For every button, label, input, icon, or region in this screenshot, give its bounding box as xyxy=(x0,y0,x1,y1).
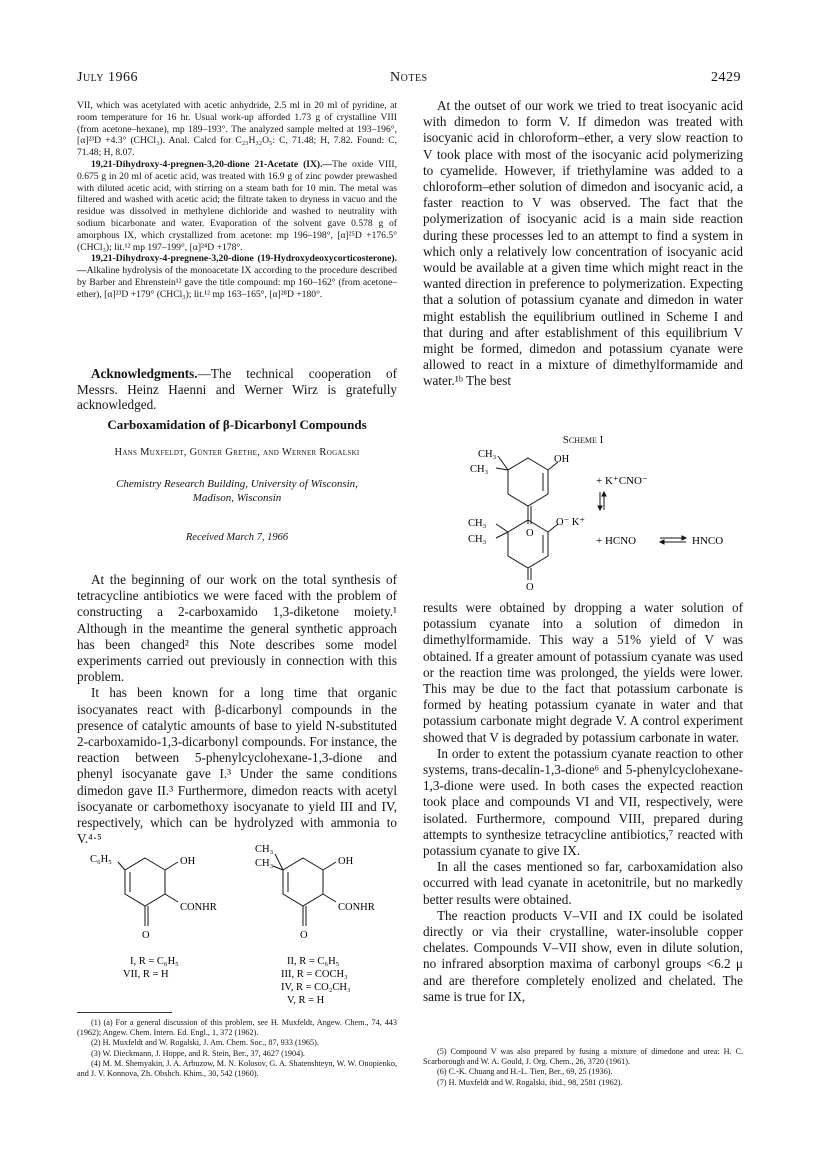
header-section: Notes xyxy=(390,70,428,85)
enolate-ring xyxy=(496,520,558,580)
footnotes-left xyxy=(77,1018,397,1079)
compound-label-iii: III, R = COCH₃ xyxy=(281,969,348,980)
ring-bonds xyxy=(118,858,178,926)
equilibrium-arrows-vertical xyxy=(598,492,606,510)
results-para-4: The reaction products V–VII and IX could be isolated directly or via their crystalline, water-insoluble copper chelates. Compounds V–VII show, even in dilute solution, no infrared absorption maxima of carbonyl groups <6.2 μ and are therefore completely enolized and chelated. The same is true for IX, xyxy=(423,907,743,1004)
methyl-label-2: CH₃ xyxy=(255,858,274,869)
compound-ix-text: The oxide VIII, 0.675 g in 20 ml of acetic acid, was treated with 16.9 g of zinc powder prewashed with diluted acetic acid, with stirring on a steam bath for 10 min. The metal was filtered and washed with acetic acid; the filtrate taken to dryness in vacuo and the residue was dissolved in methylene dichloride and washed to neutrality with sodium bicarbonate and water. Evaporation of the solvent gave 0.578 g of amorphous IX, which crystallized from acetone: mp 196–198°, [α]²⁵D +176.5° (CHCl₃); lit.¹² mp 197–199°, [α]²⁴D +178°. xyxy=(77,158,398,253)
right-column-results xyxy=(423,600,743,1005)
acknowledgments xyxy=(77,366,397,413)
compound-label-ii: II, R = C₆H₅ xyxy=(287,956,340,967)
footnote-7: (7) H. Muxfeldt and W. Rogalski, ibid., 98, 2581 (1962). xyxy=(437,1077,623,1087)
structure-i-vii xyxy=(90,840,240,990)
bottom-methyl-1: CH₃ xyxy=(468,518,487,529)
affiliation xyxy=(77,477,397,505)
footnote-6: (6) C.-K. Chuang and H.-L. Tien, Ber., 69, 25 (1936). xyxy=(437,1067,613,1077)
isocyanic-acid: + HCNO xyxy=(596,535,637,547)
article-title: Carboxamidation of β-Dicarbonyl Compounds xyxy=(107,417,367,432)
footnote-5: (5) Compound V was also prepared by fusing a mixture of dimedone and urea: H. C. Scarborough and W. A. Gould, J. Org. Chem., 26, 3720 (1961). xyxy=(423,1047,743,1067)
hnco-label: HNCO xyxy=(692,535,724,547)
affiliation-line-1: Chemistry Research Building, University of Wisconsin, xyxy=(116,478,358,490)
top-hydroxyl: OH xyxy=(554,454,570,465)
equilibrium-arrows-horizontal xyxy=(660,536,686,544)
footnotes-right xyxy=(423,1047,743,1088)
bottom-carbonyl-o: O xyxy=(526,582,534,592)
footnote-1: (1) (a) For a general discussion of this problem, see H. Muxfeldt, Angew. Chem., 74, 443 (1962); Angew. Chem. Intern. Ed. Engl., 1, 372 (1962). xyxy=(77,1018,397,1038)
ring-bonds xyxy=(273,854,336,926)
methyl-label-1: CH₃ xyxy=(255,844,274,855)
compound-label-v: V, R = H xyxy=(287,995,325,1006)
carbonyl-o-label: O xyxy=(300,930,308,941)
experimental-para-1: VII, which was acetylated with acetic anhydride, 2.5 ml in 20 ml of pyridine, at room temperature for 16 hr. Usual work-up afforded 1.73 g of crystalline VIII (from acetone–hexane), mp 189–193°. The analyzed sample melted at 193–196°, [α]²³D +4.3° (CHCl₃). Anal. Calcd for C₂₃H₃₂O₅: C, 71.48; H, 7.82. Found: C, 71.48; H, 8.07. xyxy=(77,100,397,159)
compound-heading-ix: 19,21-Dihydroxy-4-pregnen-3,20-dione 21-Acetate (IX).— xyxy=(91,158,333,170)
ack-text: —The technical cooperation of Messrs. Heinz Haenni and Werner Wirz is gratefully acknowledged. xyxy=(77,366,397,412)
hydroxyl-label: OH xyxy=(180,856,196,867)
top-carbonyl-o: O xyxy=(526,528,534,539)
intro-para-1: At the beginning of our work on the total synthesis of tetracycline antibiotics we were faced with the problem of constructing a 2-carboxamido 1,3-diketone moiety.¹ Although in the meantime the general synthetic approach has been changed² this Note describes some model experiments carried out previously in connection with this problem. xyxy=(77,572,397,685)
compound-label-iv: IV, R = CO₂CH₃ xyxy=(281,982,351,993)
hydroxyl-label: OH xyxy=(338,856,354,867)
experimental-para-2 xyxy=(77,159,397,253)
compound-heading-doc: 19,21-Dihydroxy-4-pregnene-3,20-dione (19-Hydroxydeoxycorticosterone).— xyxy=(77,253,397,277)
footnote-3: (3) W. Dieckmann, J. Hoppe, and R. Stein, Ber., 37, 4627 (1904). xyxy=(91,1048,305,1058)
right-column-intro xyxy=(423,98,743,390)
header-date: July 1966 xyxy=(77,70,138,85)
scheme-title: Scheme I xyxy=(562,434,604,446)
footnote-rule xyxy=(77,1012,172,1013)
carboxamide-label: CONHR xyxy=(180,902,217,913)
carboxamide-label: CONHR xyxy=(338,902,375,913)
ack-heading: Acknowledgments. xyxy=(91,366,198,381)
article-authors: Hans Muxfeldt, Günter Grethe, and Werner Rogalski xyxy=(114,447,360,458)
compound-label-i: I, R = C₆H₅ xyxy=(130,956,179,967)
affiliation-line-2: Madison, Wisconsin xyxy=(192,492,282,504)
results-para-2: In order to extent the potassium cyanate reaction to other systems, trans-decalin-1,3-dione⁶ and 5-phenylcyclohexane-1,3-dione were used. In both cases the expected reaction took place and compounds VI and VII, respectively, were isolated. Furthermore, compound VIII, prepared during attempts to synthesize tetracycline antibiotics,⁷ reacted with potassium cyanate to give IX. xyxy=(423,745,743,859)
header-page-number: 2429 xyxy=(711,70,741,85)
structure-ii-v xyxy=(245,840,395,1020)
experimental-text xyxy=(77,100,397,301)
substituent-phenyl: C₆H₅ xyxy=(90,854,112,865)
enolate-potassium: O⁻ K⁺ xyxy=(556,517,585,528)
intro-para-2: It has been known for a long time that organic isocyanates react with β-dicarbonyl compounds in the presence of catalytic amounts of base to yield N-substituted 2-carboxamido-1,3-dicarbonyl compounds. For instance, the reaction between 5-phenylcyclohexane-1,3-dione and phenyl isocyanate gave I.³ Under the same conditions dimedon gave II.³ Furthermore, dimedon reacts with acetyl isocyanate or carbomethoxy isocyanate to yield III and IV, respectively, which can be hydrolyzed with ammonia to V.⁴·⁵ xyxy=(77,685,397,847)
right-para-1: At the outset of our work we tried to treat isocyanic acid with dimedon to form V. If dimedon was treated with isocyanic acid in chloroform–ether, a very slow reaction to V took place with most of the isocyanic acid polymerizing to cyamelide. However, if triethylamine was added to a chloroform–ether solution of dimedon and isocyanic acid, a faster reaction to V was observed. The fact that the polymerization of isocyanic acid is a main side reaction during these processes led to an attempt to find a system in which only a relatively low concentration of isocyanic acid would be available at a given time which might react in the wanted direction in preference to polymerization. Expecting that a solution of potassium cyanate and dimedon in water might establish the equilibrium outlined in Scheme I and that during and after establishment of this equilibrium V might be formed, dimedon and potassium cyanate were allowed to react in a mixture of dimethylformamide and water.¹ᵇ The best xyxy=(423,98,743,389)
compound-doc-text: Alkaline hydrolysis of the monoacetate IX according to the procedure described by Barber and Ehrenstein¹² gave the title compound: mp 160–162° (from acetone–ether), [α]²³D +179° (CHCl₃); lit.¹² mp 163–165°, [α]²⁸D +180°. xyxy=(77,265,397,300)
article-intro xyxy=(77,572,397,847)
scheme-i-enolate xyxy=(450,512,740,592)
bottom-methyl-2: CH₃ xyxy=(468,534,487,545)
top-methyl-2: CH₃ xyxy=(470,464,489,475)
carbonyl-o-label: O xyxy=(142,930,150,941)
compound-label-vii: VII, R = H xyxy=(123,969,169,980)
footnote-2: (2) H. Muxfeldt and W. Rogalski, J. Am. Chem. Soc., 87, 933 (1965). xyxy=(91,1038,319,1048)
top-methyl-1: CH₃ xyxy=(478,449,497,460)
potassium-cyanate: + K⁺CNO⁻ xyxy=(596,475,648,487)
footnote-4: (4) M. M. Shemyakin, J. A. Arbuzow, M. N. Kolosov, G. A. Shatenshteyn, W. W. Onopienko, and J. V. Konnova, Zh. Obshch. Khim., 30, 542 (1960). xyxy=(77,1058,397,1079)
results-para-3: In all the cases mentioned so far, carboxamidation also occurred with lead cyanate in acetonitrile, but no markedly better results were obtained. xyxy=(423,859,743,907)
experimental-para-3 xyxy=(77,253,397,300)
results-para-1: results were obtained by dropping a water solution of potassium cyanate into a solution of dimedon in dimethylformamide. This way a 51% yield of V was obtained. If a greater amount of potassium cyanate was used or the reaction time was prolonged, the yields were lower. This may be due to the fact that potassium carbonate is formed by heating potassium cyanate in water and that potassium carbonate might degrade V. A control experiment showed that V is degraded by potassium carbonate in water. xyxy=(423,600,743,745)
received-date: Received March 7, 1966 xyxy=(185,532,289,543)
